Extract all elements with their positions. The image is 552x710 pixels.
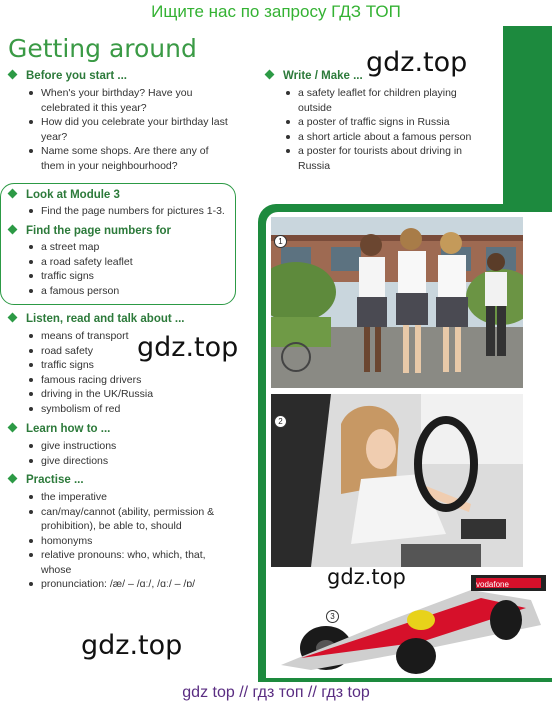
section-find-page-numbers: [9, 225, 234, 298]
photo-number-badge: 1: [274, 235, 287, 248]
diamond-bullet-icon: [8, 70, 18, 80]
diamond-bullet-icon: [8, 423, 18, 433]
list-item: can/may/cannot (ability, permission & prohibition), be able to, should: [27, 505, 231, 534]
list-item: How did you celebrate your birthday last year?: [27, 115, 234, 144]
watermark: gdz.top: [81, 630, 183, 661]
section-heading: Find the page numbers for: [9, 225, 234, 237]
car-livery-text: vodafone: [476, 580, 509, 589]
list-item: relative pronouns: who, which, that, whose: [27, 548, 231, 577]
section-listen-read-talk: [9, 313, 249, 416]
photo-racing-car: [271, 570, 552, 678]
photo-number-badge: 3: [326, 610, 339, 623]
section-before-you-start: [9, 70, 234, 173]
woman-driving-illustration: [271, 394, 523, 567]
racing-car-illustration: [271, 570, 552, 678]
schoolgirls-illustration: [271, 217, 523, 388]
section-heading: Write / Make ...: [266, 70, 491, 82]
list-item: a famous person: [27, 284, 234, 299]
list-item: a safety leaflet for children playing outside: [284, 86, 491, 115]
list-item: traffic signs: [27, 358, 249, 373]
watermark: gdz.top: [327, 565, 406, 589]
list-item: give instructions: [27, 439, 249, 454]
list-item: traffic signs: [27, 269, 234, 284]
list-item: symbolism of red: [27, 402, 249, 417]
section-heading: Practise ...: [9, 474, 231, 486]
section-heading: Before you start ...: [9, 70, 234, 82]
diamond-bullet-icon: [265, 70, 275, 80]
list-item: pronunciation: /æ/ – /ɑː/, /ɑː/ – /ɒ/: [27, 577, 231, 592]
list-item: means of transport: [27, 329, 249, 344]
list-item: Find the page numbers for pictures 1-3.: [27, 204, 234, 219]
photo-woman-driving: [271, 394, 523, 567]
list-item: a poster for tourists about driving in Russia: [284, 144, 491, 173]
list-item: the imperative: [27, 490, 231, 505]
section-learn-how-to: [9, 423, 249, 468]
section-heading: Look at Module 3: [9, 189, 234, 201]
list-item: homonyms: [27, 534, 231, 549]
list-item: Name some shops. Are there any of them in your neighbourhood?: [27, 144, 234, 173]
list-item: give directions: [27, 454, 249, 469]
section-write-make: [266, 70, 491, 173]
section-heading: Listen, read and talk about ...: [9, 313, 249, 325]
page-title: Getting around: [8, 34, 197, 63]
watermark: gdz.top: [137, 332, 239, 363]
section-look-at-module: [9, 189, 234, 219]
list-item: a short article about a famous person: [284, 130, 491, 145]
photo-schoolgirls: [271, 217, 523, 388]
list-item: driving in the UK/Russia: [27, 387, 249, 402]
footer-watermark: gdz top // гдз топ // гдз top: [182, 684, 370, 701]
diamond-bullet-icon: [8, 313, 18, 323]
list-item: road safety: [27, 344, 249, 359]
section-practise: [9, 474, 231, 592]
diamond-bullet-icon: [8, 225, 18, 235]
diamond-bullet-icon: [8, 189, 18, 199]
section-heading: Learn how to ...: [9, 423, 249, 435]
list-item: famous racing drivers: [27, 373, 249, 388]
photo-number-badge: 2: [274, 415, 287, 428]
list-item: a road safety leaflet: [27, 255, 234, 270]
list-item: a street map: [27, 240, 234, 255]
list-item: a poster of traffic signs in Russia: [284, 115, 491, 130]
diamond-bullet-icon: [8, 474, 18, 484]
search-banner: Ищите нас по запросу ГДЗ ТОП: [151, 2, 401, 21]
list-item: When's your birthday? Have you celebrated it this year?: [27, 86, 234, 115]
watermark: gdz.top: [366, 47, 468, 78]
